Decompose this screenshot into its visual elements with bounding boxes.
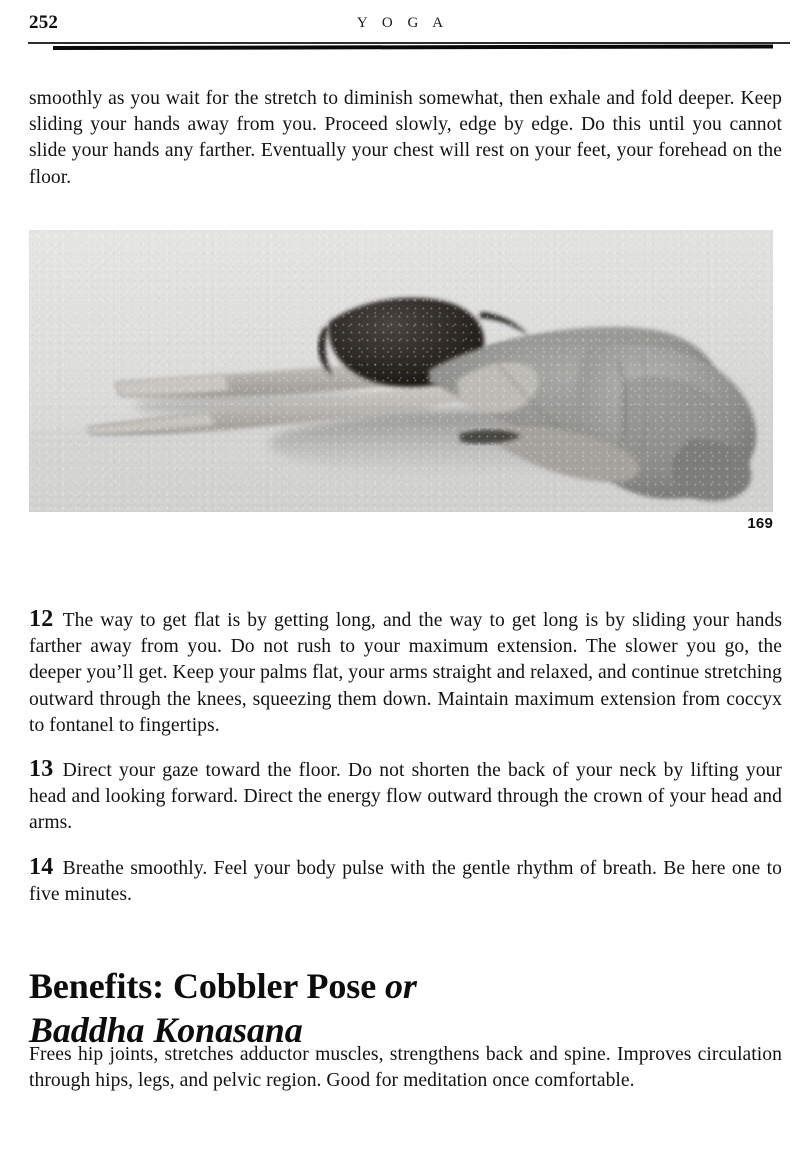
- benefits-heading: [29, 964, 782, 1052]
- step-12-text: The way to get flat is by getting long, and the way to get long is by sliding your hands farther away from you. Do not rush to your maximum extension. The slower you go, the deeper you’ll get. Keep your palms flat, your arms straight and relaxed, and continue stretching outward through the knees, squeezing them down. Maintain maximum extension from coccyx to fontanel to fingertips.: [29, 610, 782, 736]
- page-number: 252: [29, 12, 59, 33]
- benefits-heading-roman: Benefits: Cobbler Pose: [29, 966, 385, 1007]
- benefits-heading-or: or: [385, 966, 417, 1007]
- pose-photograph-artwork: [29, 230, 773, 512]
- figure-number: 169: [747, 515, 773, 532]
- step-13-text: Direct your gaze toward the floor. Do not shorten the back of your neck by lifting your head and looking forward. Direct the energy flow outward through the crown of your head and arms.: [29, 760, 782, 834]
- benefits-heading-sanskrit: Baddha Konasana: [29, 1010, 303, 1051]
- step-13-number: 13: [29, 756, 54, 782]
- figure-169: [29, 230, 773, 532]
- benefits-paragraph-block: [29, 1042, 782, 1094]
- step-12-block: [29, 608, 782, 739]
- running-head: [0, 12, 800, 38]
- intro-paragraph-block: [29, 86, 782, 191]
- step-14-paragraph: [29, 856, 782, 908]
- benefits-paragraph: Frees hip joints, stretches adductor muscles, strengthens back and spine. Improves circulation through hips, legs, and pelvic region. Good for meditation once comfortable.: [29, 1044, 782, 1092]
- step-13-paragraph: [29, 758, 782, 837]
- step-12-number: 12: [29, 606, 54, 632]
- running-head-title: Y O G A: [356, 15, 449, 31]
- step-12-paragraph: [29, 608, 782, 739]
- pose-photograph: [29, 230, 773, 512]
- header-rule-thin: [28, 42, 790, 44]
- intro-paragraph: smoothly as you wait for the stretch to diminish somewhat, then exhale and fold deeper. Keep sliding your hands away from you. Proceed slowly, edge by edge. Do this until you cannot slide your hands any farther. Eventually your chest will rest on your feet, your forehead on the floor.: [29, 88, 782, 188]
- header-rule-thick: [53, 44, 773, 50]
- step-13-block: [29, 758, 782, 837]
- step-14-text: Breathe smoothly. Feel your body pulse with the gentle rhythm of breath. Be here one to five minutes.: [29, 858, 782, 906]
- step-14-block: [29, 856, 782, 908]
- step-14-number: 14: [29, 854, 54, 880]
